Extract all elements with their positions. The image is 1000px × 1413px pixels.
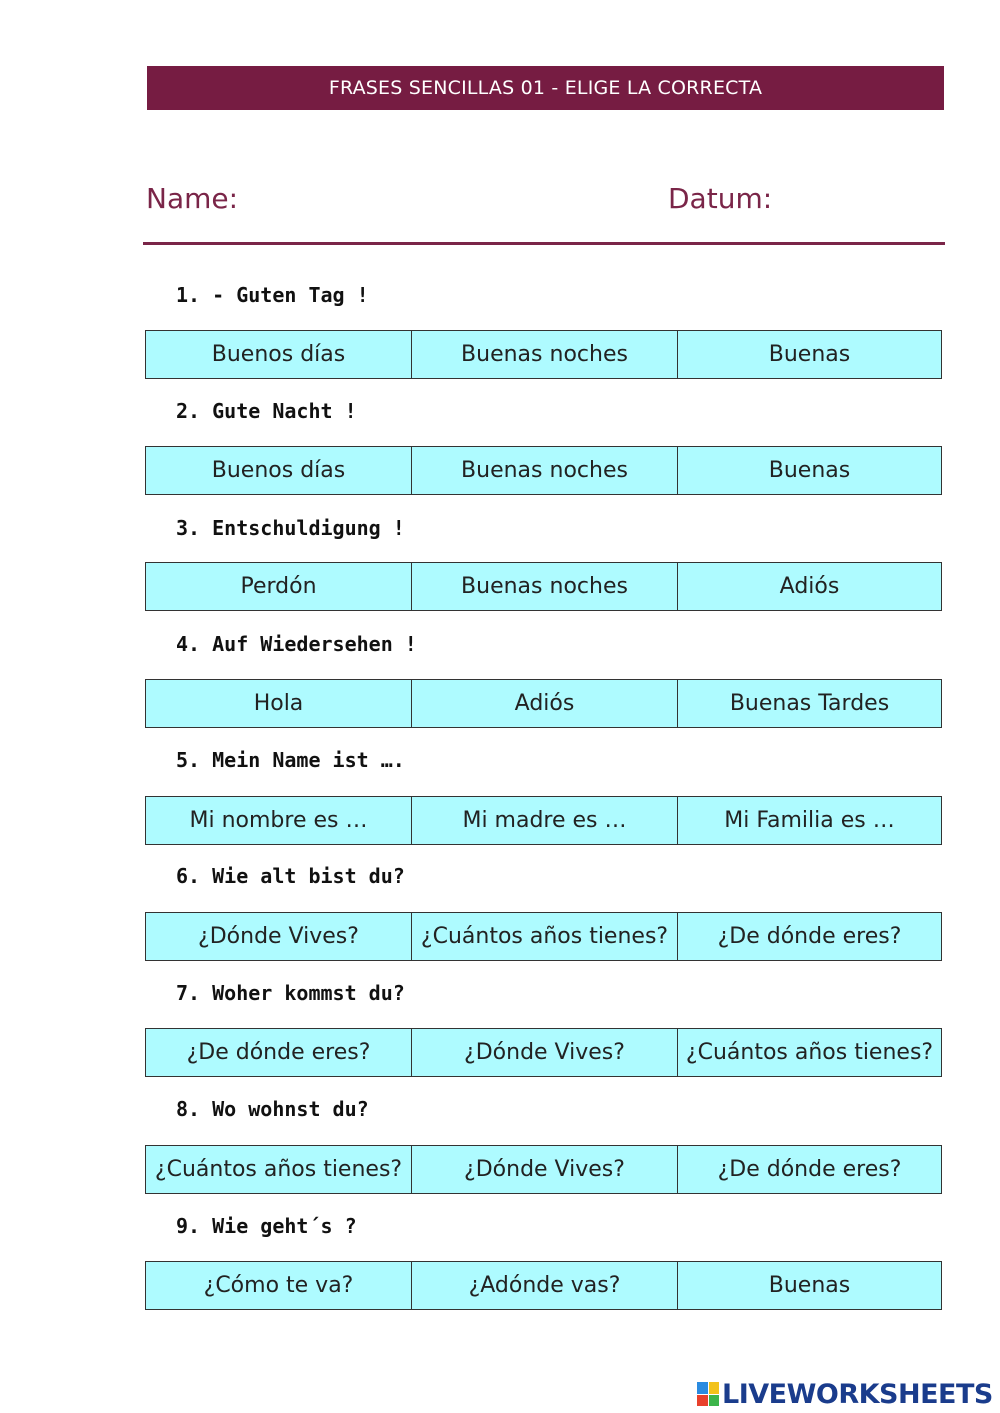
answer-option[interactable]: ¿Dónde Vives? xyxy=(412,1029,678,1076)
worksheet-title-banner xyxy=(147,66,944,110)
answer-option[interactable]: Buenas Tardes xyxy=(729,691,890,716)
answer-options-row xyxy=(145,1145,942,1194)
answer-option[interactable]: ¿Cómo te va? xyxy=(146,1262,412,1309)
question-prompt: 5. Mein Name ist …. xyxy=(176,748,405,772)
answer-option[interactable]: Adiós xyxy=(779,574,840,599)
answer-option[interactable]: ¿Adónde vas? xyxy=(412,1262,678,1309)
name-label: Name: xyxy=(146,182,239,215)
answer-options-row xyxy=(145,912,942,961)
question-prompt: 2. Gute Nacht ! xyxy=(176,399,357,423)
answer-option[interactable]: ¿Dónde Vives? xyxy=(146,913,412,960)
question-prompt: 4. Auf Wiedersehen ! xyxy=(176,632,417,656)
answer-option[interactable]: Buenas noches xyxy=(412,331,678,378)
answer-option[interactable]: Buenas xyxy=(768,1273,851,1298)
answer-options-row xyxy=(145,679,942,728)
question-prompt: 6. Wie alt bist du? xyxy=(176,864,405,888)
answer-option[interactable]: Buenas xyxy=(768,458,851,483)
answer-options-row xyxy=(145,330,942,379)
answer-options-row xyxy=(145,562,942,611)
answer-option[interactable]: Adiós xyxy=(412,680,678,727)
question-prompt: 7. Woher kommst du? xyxy=(176,981,405,1005)
answer-option[interactable]: Mi madre es … xyxy=(412,797,678,844)
worksheet-title: FRASES SENCILLAS 01 - ELIGE LA CORRECTA xyxy=(328,77,763,99)
answer-option[interactable]: ¿De dónde eres? xyxy=(717,924,902,949)
answer-option[interactable]: ¿Cuántos años tienes? xyxy=(146,1146,412,1193)
header-divider xyxy=(143,242,945,245)
answer-option[interactable]: Perdón xyxy=(146,563,412,610)
question-prompt: 1. - Guten Tag ! xyxy=(176,283,369,307)
answer-option[interactable]: Hola xyxy=(146,680,412,727)
answer-options-row xyxy=(145,1261,942,1310)
liveworksheets-logo[interactable] xyxy=(697,1378,993,1410)
answer-option[interactable]: ¿De dónde eres? xyxy=(146,1029,412,1076)
answer-option[interactable]: Mi Familia es … xyxy=(724,808,895,833)
answer-option[interactable]: Buenos días xyxy=(146,447,412,494)
liveworksheets-mark-icon xyxy=(697,1382,719,1406)
question-prompt: 9. Wie geht´s ? xyxy=(176,1214,357,1238)
answer-option[interactable]: Buenas xyxy=(768,342,851,367)
answer-options-row xyxy=(145,796,942,845)
answer-option[interactable]: ¿De dónde eres? xyxy=(717,1157,902,1182)
answer-options-row xyxy=(145,1028,942,1077)
answer-option[interactable]: Mi nombre es … xyxy=(146,797,412,844)
answer-option[interactable]: Buenas noches xyxy=(412,563,678,610)
question-prompt: 8. Wo wohnst du? xyxy=(176,1097,369,1121)
date-label: Datum: xyxy=(668,182,773,215)
answer-option[interactable]: ¿Dónde Vives? xyxy=(412,1146,678,1193)
answer-options-row xyxy=(145,446,942,495)
brand-name: LIVEWORKSHEETS xyxy=(722,1378,993,1410)
answer-option[interactable]: ¿Cuántos años tienes? xyxy=(685,1040,934,1065)
answer-option[interactable]: Buenas noches xyxy=(412,447,678,494)
answer-option[interactable]: Buenos días xyxy=(146,331,412,378)
question-prompt: 3. Entschuldigung ! xyxy=(176,516,405,540)
answer-option[interactable]: ¿Cuántos años tienes? xyxy=(412,913,678,960)
